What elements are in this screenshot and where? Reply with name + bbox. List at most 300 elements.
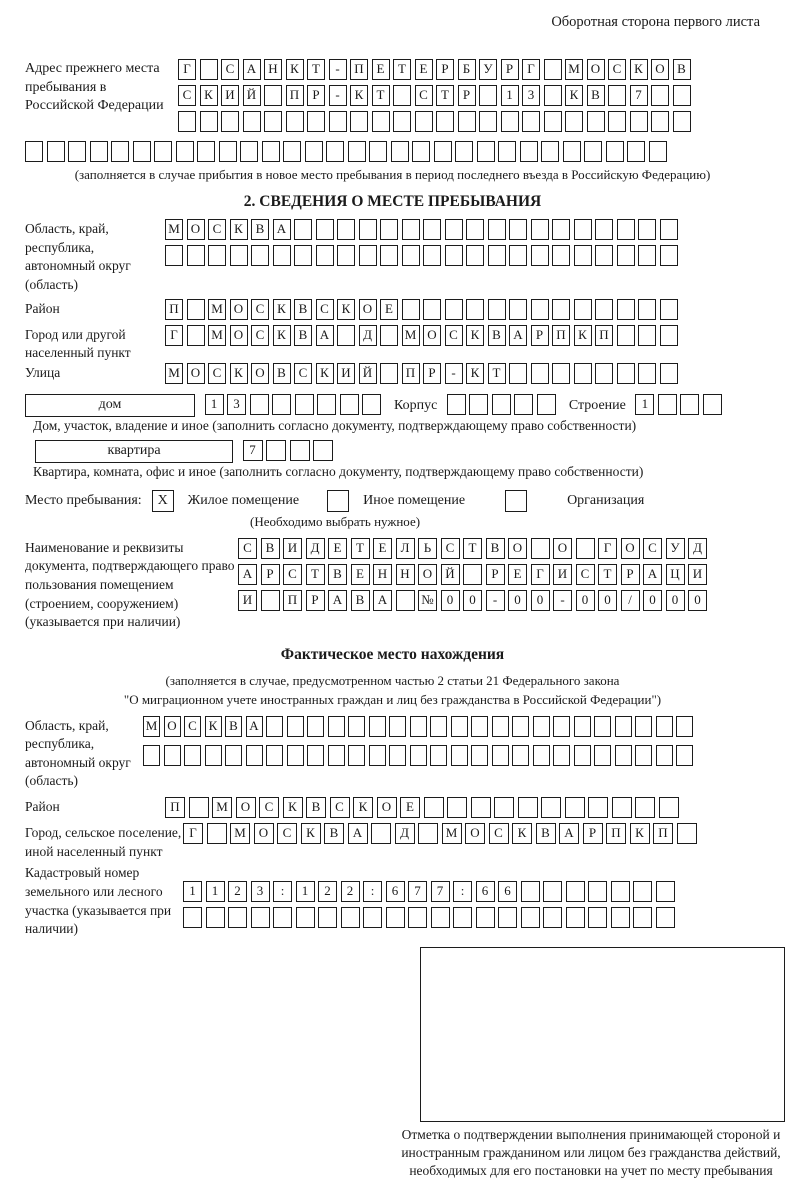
char-cell[interactable]: И <box>283 538 302 559</box>
char-cell[interactable]: П <box>165 797 185 818</box>
char-cell[interactable]: 7 <box>431 881 450 902</box>
char-cell[interactable]: Д <box>306 538 325 559</box>
char-cell[interactable]: Н <box>396 564 415 585</box>
char-cell[interactable] <box>635 797 655 818</box>
char-cell[interactable]: С <box>259 797 279 818</box>
char-cell[interactable] <box>576 538 595 559</box>
char-cell[interactable] <box>328 745 345 766</box>
char-cell[interactable] <box>348 716 365 737</box>
char-cell[interactable] <box>660 219 678 240</box>
char-cell[interactable] <box>369 745 386 766</box>
char-cell[interactable]: Г <box>598 538 617 559</box>
char-cell[interactable] <box>348 141 366 162</box>
char-cell[interactable]: 0 <box>531 590 550 611</box>
char-cell[interactable] <box>205 745 222 766</box>
char-cell[interactable] <box>380 363 398 384</box>
char-cell[interactable] <box>488 299 506 320</box>
char-cell[interactable]: Т <box>372 85 390 106</box>
char-cell[interactable] <box>337 325 355 346</box>
char-cell[interactable] <box>656 745 673 766</box>
char-cell[interactable] <box>617 363 635 384</box>
char-cell[interactable]: К <box>353 797 373 818</box>
char-cell[interactable]: Н <box>373 564 392 585</box>
char-cell[interactable] <box>531 363 549 384</box>
char-cell[interactable] <box>246 745 263 766</box>
char-cell[interactable] <box>187 325 205 346</box>
residential-checkbox[interactable]: X <box>152 490 174 512</box>
char-cell[interactable] <box>649 141 667 162</box>
char-cell[interactable]: Р <box>306 590 325 611</box>
char-cell[interactable] <box>498 141 516 162</box>
char-cell[interactable] <box>362 394 381 415</box>
char-cell[interactable]: О <box>164 716 181 737</box>
char-cell[interactable]: 6 <box>498 881 517 902</box>
char-cell[interactable] <box>656 881 675 902</box>
char-cell[interactable]: - <box>329 85 347 106</box>
char-cell[interactable]: О <box>508 538 527 559</box>
char-cell[interactable] <box>588 881 607 902</box>
char-cell[interactable]: У <box>666 538 685 559</box>
char-cell[interactable]: О <box>251 363 269 384</box>
char-cell[interactable]: А <box>316 325 334 346</box>
char-cell[interactable]: 7 <box>243 440 263 461</box>
char-cell[interactable] <box>552 299 570 320</box>
char-cell[interactable]: Т <box>351 538 370 559</box>
char-cell[interactable] <box>111 141 129 162</box>
char-cell[interactable] <box>638 363 656 384</box>
char-cell[interactable] <box>479 85 497 106</box>
char-cell[interactable]: М <box>230 823 250 844</box>
char-cell[interactable]: Р <box>261 564 280 585</box>
char-cell[interactable] <box>290 440 310 461</box>
char-cell[interactable] <box>393 85 411 106</box>
char-cell[interactable] <box>659 797 679 818</box>
char-cell[interactable]: В <box>488 325 506 346</box>
char-cell[interactable] <box>391 141 409 162</box>
char-cell[interactable] <box>638 325 656 346</box>
char-cell[interactable]: Р <box>501 59 519 80</box>
char-cell[interactable] <box>574 745 591 766</box>
char-cell[interactable]: С <box>251 299 269 320</box>
char-cell[interactable] <box>509 363 527 384</box>
char-cell[interactable]: Р <box>583 823 603 844</box>
char-cell[interactable] <box>243 111 261 132</box>
char-cell[interactable] <box>266 716 283 737</box>
char-cell[interactable] <box>197 141 215 162</box>
char-cell[interactable]: С <box>238 538 257 559</box>
char-cell[interactable] <box>584 141 602 162</box>
char-cell[interactable] <box>531 219 549 240</box>
char-cell[interactable] <box>638 219 656 240</box>
char-cell[interactable]: А <box>246 716 263 737</box>
char-cell[interactable]: : <box>363 881 382 902</box>
char-cell[interactable]: А <box>643 564 662 585</box>
char-cell[interactable]: Ь <box>418 538 437 559</box>
char-cell[interactable]: К <box>273 299 291 320</box>
char-cell[interactable]: Т <box>598 564 617 585</box>
char-cell[interactable]: 1 <box>205 394 224 415</box>
char-cell[interactable] <box>380 245 398 266</box>
char-cell[interactable] <box>47 141 65 162</box>
char-cell[interactable] <box>531 245 549 266</box>
char-cell[interactable] <box>380 219 398 240</box>
char-cell[interactable] <box>531 538 550 559</box>
char-cell[interactable] <box>305 141 323 162</box>
char-cell[interactable]: К <box>630 823 650 844</box>
char-cell[interactable]: Т <box>307 59 325 80</box>
char-cell[interactable] <box>612 797 632 818</box>
char-cell[interactable] <box>492 394 511 415</box>
char-cell[interactable] <box>445 245 463 266</box>
char-cell[interactable]: О <box>465 823 485 844</box>
char-cell[interactable]: А <box>243 59 261 80</box>
char-cell[interactable]: Р <box>307 85 325 106</box>
char-cell[interactable]: М <box>212 797 232 818</box>
char-cell[interactable] <box>273 907 292 928</box>
char-cell[interactable]: О <box>553 538 572 559</box>
char-cell[interactable]: К <box>630 59 648 80</box>
char-cell[interactable]: - <box>445 363 463 384</box>
char-cell[interactable]: П <box>165 299 183 320</box>
char-cell[interactable]: Е <box>372 59 390 80</box>
char-cell[interactable]: С <box>208 363 226 384</box>
char-cell[interactable] <box>455 141 473 162</box>
char-cell[interactable]: 0 <box>463 590 482 611</box>
char-cell[interactable] <box>187 299 205 320</box>
char-cell[interactable]: П <box>552 325 570 346</box>
char-cell[interactable] <box>389 716 406 737</box>
char-cell[interactable] <box>187 245 205 266</box>
char-cell[interactable] <box>488 219 506 240</box>
char-cell[interactable] <box>453 907 472 928</box>
char-cell[interactable] <box>498 907 517 928</box>
char-cell[interactable]: Н <box>264 59 282 80</box>
char-cell[interactable] <box>552 245 570 266</box>
char-cell[interactable] <box>676 716 693 737</box>
char-cell[interactable] <box>143 745 160 766</box>
char-cell[interactable]: В <box>294 325 312 346</box>
char-cell[interactable] <box>553 745 570 766</box>
char-cell[interactable] <box>371 823 391 844</box>
char-cell[interactable] <box>512 716 529 737</box>
char-cell[interactable] <box>512 745 529 766</box>
char-cell[interactable] <box>369 716 386 737</box>
char-cell[interactable] <box>341 907 360 928</box>
char-cell[interactable]: Е <box>400 797 420 818</box>
char-cell[interactable] <box>133 141 151 162</box>
char-cell[interactable]: А <box>328 590 347 611</box>
char-cell[interactable] <box>445 299 463 320</box>
char-cell[interactable]: Д <box>688 538 707 559</box>
char-cell[interactable] <box>501 111 519 132</box>
char-cell[interactable] <box>200 59 218 80</box>
char-cell[interactable] <box>514 394 533 415</box>
char-cell[interactable] <box>520 141 538 162</box>
char-cell[interactable]: Б <box>458 59 476 80</box>
char-cell[interactable] <box>660 325 678 346</box>
char-cell[interactable] <box>262 141 280 162</box>
char-cell[interactable]: 3 <box>522 85 540 106</box>
char-cell[interactable] <box>488 245 506 266</box>
char-cell[interactable]: И <box>221 85 239 106</box>
char-cell[interactable] <box>509 219 527 240</box>
char-cell[interactable] <box>594 745 611 766</box>
char-cell[interactable] <box>266 745 283 766</box>
char-cell[interactable]: Г <box>531 564 550 585</box>
char-cell[interactable]: 1 <box>206 881 225 902</box>
char-cell[interactable] <box>553 716 570 737</box>
char-cell[interactable]: Г <box>183 823 203 844</box>
char-cell[interactable] <box>328 716 345 737</box>
char-cell[interactable] <box>565 111 583 132</box>
char-cell[interactable] <box>430 716 447 737</box>
char-cell[interactable] <box>588 907 607 928</box>
char-cell[interactable]: Е <box>415 59 433 80</box>
char-cell[interactable]: 1 <box>501 85 519 106</box>
char-cell[interactable] <box>337 245 355 266</box>
char-cell[interactable] <box>638 299 656 320</box>
char-cell[interactable]: Р <box>436 59 454 80</box>
other-premises-checkbox[interactable] <box>327 490 349 512</box>
char-cell[interactable] <box>316 245 334 266</box>
char-cell[interactable] <box>651 85 669 106</box>
char-cell[interactable] <box>541 141 559 162</box>
char-cell[interactable]: К <box>466 363 484 384</box>
char-cell[interactable]: А <box>373 590 392 611</box>
char-cell[interactable] <box>221 111 239 132</box>
char-cell[interactable] <box>552 363 570 384</box>
char-cell[interactable] <box>294 219 312 240</box>
char-cell[interactable]: О <box>187 219 205 240</box>
char-cell[interactable]: В <box>328 564 347 585</box>
char-cell[interactable]: С <box>330 797 350 818</box>
char-cell[interactable] <box>436 111 454 132</box>
char-cell[interactable]: П <box>653 823 673 844</box>
char-cell[interactable]: 3 <box>251 881 270 902</box>
char-cell[interactable] <box>656 907 675 928</box>
char-cell[interactable]: 7 <box>408 881 427 902</box>
char-cell[interactable] <box>574 245 592 266</box>
char-cell[interactable] <box>543 907 562 928</box>
char-cell[interactable] <box>359 219 377 240</box>
char-cell[interactable] <box>225 745 242 766</box>
char-cell[interactable]: 0 <box>441 590 460 611</box>
char-cell[interactable]: Г <box>178 59 196 80</box>
char-cell[interactable]: П <box>286 85 304 106</box>
char-cell[interactable]: С <box>415 85 433 106</box>
char-cell[interactable]: К <box>230 219 248 240</box>
char-cell[interactable] <box>658 394 677 415</box>
char-cell[interactable] <box>566 907 585 928</box>
char-cell[interactable] <box>68 141 86 162</box>
char-cell[interactable]: В <box>273 363 291 384</box>
char-cell[interactable]: П <box>283 590 302 611</box>
char-cell[interactable] <box>329 111 347 132</box>
char-cell[interactable]: О <box>254 823 274 844</box>
char-cell[interactable] <box>251 245 269 266</box>
char-cell[interactable]: Р <box>486 564 505 585</box>
char-cell[interactable] <box>673 111 691 132</box>
char-cell[interactable]: 0 <box>576 590 595 611</box>
char-cell[interactable] <box>543 881 562 902</box>
char-cell[interactable] <box>466 245 484 266</box>
char-cell[interactable] <box>359 245 377 266</box>
char-cell[interactable]: 0 <box>666 590 685 611</box>
char-cell[interactable] <box>261 590 280 611</box>
char-cell[interactable] <box>176 141 194 162</box>
char-cell[interactable] <box>273 245 291 266</box>
char-cell[interactable]: С <box>283 564 302 585</box>
char-cell[interactable]: О <box>230 299 248 320</box>
char-cell[interactable] <box>635 716 652 737</box>
char-cell[interactable]: В <box>225 716 242 737</box>
char-cell[interactable] <box>574 363 592 384</box>
char-cell[interactable] <box>509 299 527 320</box>
char-cell[interactable] <box>295 394 314 415</box>
char-cell[interactable]: К <box>337 299 355 320</box>
char-cell[interactable] <box>286 111 304 132</box>
char-cell[interactable] <box>90 141 108 162</box>
char-cell[interactable]: Р <box>458 85 476 106</box>
char-cell[interactable]: У <box>479 59 497 80</box>
char-cell[interactable] <box>415 111 433 132</box>
char-cell[interactable] <box>587 111 605 132</box>
char-cell[interactable]: С <box>316 299 334 320</box>
char-cell[interactable]: П <box>606 823 626 844</box>
char-cell[interactable]: 0 <box>598 590 617 611</box>
char-cell[interactable]: Г <box>165 325 183 346</box>
char-cell[interactable]: И <box>688 564 707 585</box>
char-cell[interactable] <box>189 797 209 818</box>
char-cell[interactable]: Р <box>423 363 441 384</box>
char-cell[interactable]: К <box>205 716 222 737</box>
char-cell[interactable]: В <box>486 538 505 559</box>
char-cell[interactable] <box>423 219 441 240</box>
char-cell[interactable] <box>294 245 312 266</box>
char-cell[interactable] <box>676 745 693 766</box>
char-cell[interactable]: К <box>301 823 321 844</box>
char-cell[interactable]: Д <box>359 325 377 346</box>
char-cell[interactable] <box>469 394 488 415</box>
char-cell[interactable]: Й <box>441 564 460 585</box>
char-cell[interactable] <box>402 219 420 240</box>
char-cell[interactable]: 1 <box>183 881 202 902</box>
char-cell[interactable]: В <box>351 590 370 611</box>
char-cell[interactable] <box>451 716 468 737</box>
char-cell[interactable]: С <box>277 823 297 844</box>
char-cell[interactable] <box>240 141 258 162</box>
char-cell[interactable] <box>541 797 561 818</box>
char-cell[interactable] <box>677 823 697 844</box>
char-cell[interactable]: А <box>238 564 257 585</box>
char-cell[interactable]: 0 <box>508 590 527 611</box>
char-cell[interactable] <box>608 85 626 106</box>
char-cell[interactable] <box>660 299 678 320</box>
char-cell[interactable] <box>230 245 248 266</box>
char-cell[interactable]: К <box>273 325 291 346</box>
char-cell[interactable]: А <box>509 325 527 346</box>
char-cell[interactable] <box>466 299 484 320</box>
char-cell[interactable]: М <box>208 325 226 346</box>
char-cell[interactable] <box>410 745 427 766</box>
char-cell[interactable] <box>611 881 630 902</box>
char-cell[interactable]: С <box>608 59 626 80</box>
char-cell[interactable] <box>164 745 181 766</box>
char-cell[interactable]: 2 <box>341 881 360 902</box>
char-cell[interactable]: Е <box>328 538 347 559</box>
char-cell[interactable]: С <box>221 59 239 80</box>
char-cell[interactable]: Е <box>351 564 370 585</box>
char-cell[interactable] <box>565 797 585 818</box>
char-cell[interactable] <box>509 245 527 266</box>
char-cell[interactable] <box>287 745 304 766</box>
char-cell[interactable] <box>418 823 438 844</box>
char-cell[interactable] <box>337 219 355 240</box>
char-cell[interactable]: О <box>587 59 605 80</box>
char-cell[interactable]: С <box>445 325 463 346</box>
char-cell[interactable] <box>408 907 427 928</box>
char-cell[interactable]: О <box>230 325 248 346</box>
char-cell[interactable] <box>615 745 632 766</box>
char-cell[interactable] <box>638 245 656 266</box>
char-cell[interactable]: К <box>466 325 484 346</box>
char-cell[interactable] <box>617 325 635 346</box>
char-cell[interactable]: В <box>251 219 269 240</box>
char-cell[interactable] <box>680 394 699 415</box>
char-cell[interactable] <box>608 111 626 132</box>
char-cell[interactable]: В <box>673 59 691 80</box>
char-cell[interactable] <box>423 299 441 320</box>
char-cell[interactable]: Й <box>359 363 377 384</box>
char-cell[interactable] <box>264 111 282 132</box>
char-cell[interactable]: С <box>178 85 196 106</box>
char-cell[interactable]: С <box>489 823 509 844</box>
char-cell[interactable]: М <box>442 823 462 844</box>
char-cell[interactable] <box>451 745 468 766</box>
char-cell[interactable]: О <box>423 325 441 346</box>
char-cell[interactable] <box>463 564 482 585</box>
char-cell[interactable] <box>544 111 562 132</box>
char-cell[interactable]: С <box>441 538 460 559</box>
organization-checkbox[interactable] <box>505 490 527 512</box>
char-cell[interactable]: С <box>208 219 226 240</box>
char-cell[interactable] <box>574 716 591 737</box>
char-cell[interactable] <box>363 907 382 928</box>
char-cell[interactable] <box>313 440 333 461</box>
char-cell[interactable] <box>264 85 282 106</box>
char-cell[interactable]: С <box>643 538 662 559</box>
char-cell[interactable]: О <box>377 797 397 818</box>
char-cell[interactable]: Е <box>380 299 398 320</box>
char-cell[interactable] <box>552 219 570 240</box>
char-cell[interactable]: И <box>238 590 257 611</box>
char-cell[interactable] <box>326 141 344 162</box>
char-cell[interactable] <box>348 745 365 766</box>
char-cell[interactable] <box>184 745 201 766</box>
char-cell[interactable]: Е <box>508 564 527 585</box>
char-cell[interactable] <box>424 797 444 818</box>
char-cell[interactable] <box>402 245 420 266</box>
char-cell[interactable] <box>307 111 325 132</box>
char-cell[interactable] <box>350 111 368 132</box>
char-cell[interactable] <box>430 745 447 766</box>
char-cell[interactable] <box>307 716 324 737</box>
char-cell[interactable] <box>219 141 237 162</box>
char-cell[interactable] <box>617 245 635 266</box>
char-cell[interactable] <box>154 141 172 162</box>
char-cell[interactable] <box>574 299 592 320</box>
char-cell[interactable]: - <box>553 590 572 611</box>
